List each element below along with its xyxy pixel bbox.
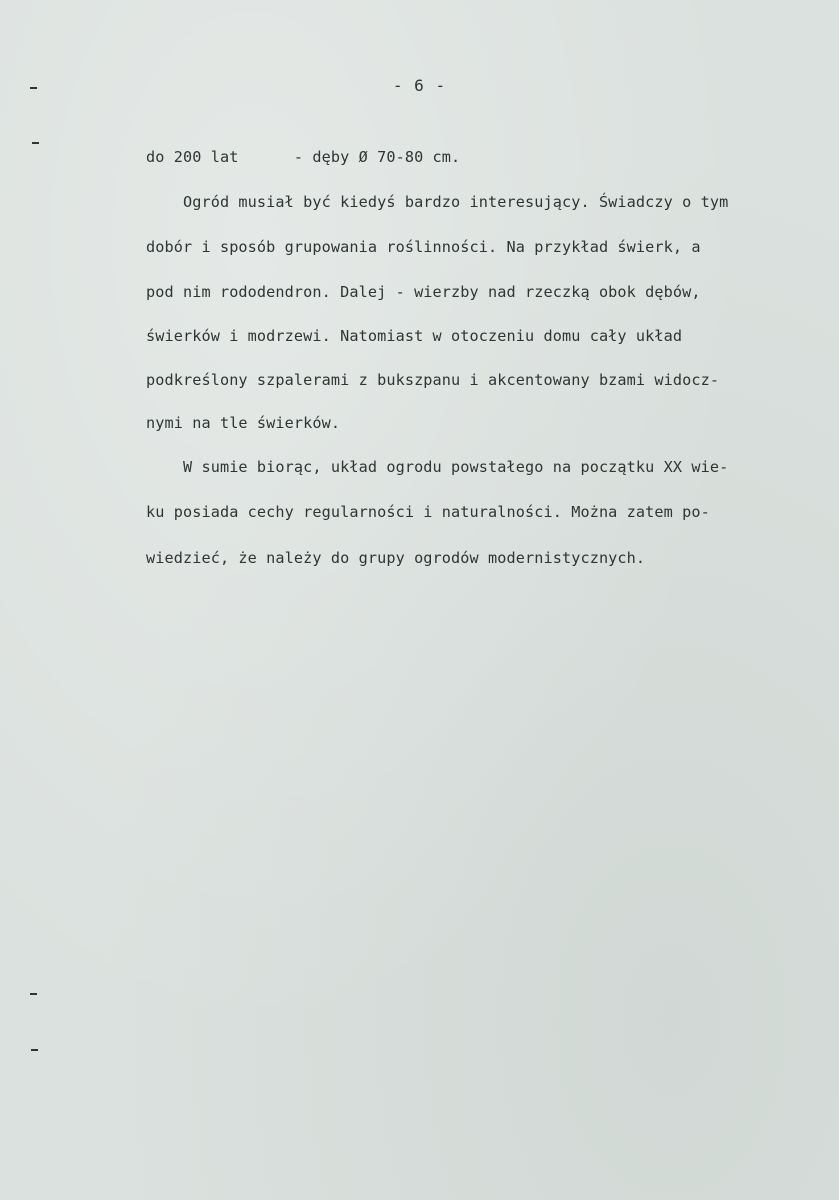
text-line: W sumie biorąc, układ ogrodu powstałego na początku XX wie-: [146, 458, 729, 476]
page-number: - 6 -: [392, 76, 447, 95]
text-line: Ogród musiał być kiedyś bardzo interesujący. Świadczy o tym: [146, 193, 729, 211]
text-line: ku posiada cechy regularności i naturalności. Można zatem po-: [146, 503, 710, 521]
text-line: świerków i modrzewi. Natomiast w otoczeniu domu cały układ: [146, 327, 683, 345]
margin-mark-bottom-1: [30, 993, 37, 995]
text-line: nymi na tle świerków.: [146, 414, 341, 432]
text-line: dobór i sposób grupowania roślinności. Na przykład świerk, a: [146, 238, 701, 256]
text-line: pod nim rododendron. Dalej - wierzby nad rzeczką obok dębów,: [146, 283, 701, 301]
text-line: wiedzieć, że należy do grupy ogrodów modernistycznych.: [146, 549, 646, 567]
margin-mark-bottom-2: [31, 1049, 38, 1051]
margin-mark-top-2: [32, 142, 39, 144]
text-line: podkreślony szpalerami z bukszpanu i akcentowany bzami widocz-: [146, 371, 720, 389]
text-line: do 200 lat - dęby Ø 70-80 cm.: [146, 148, 461, 166]
